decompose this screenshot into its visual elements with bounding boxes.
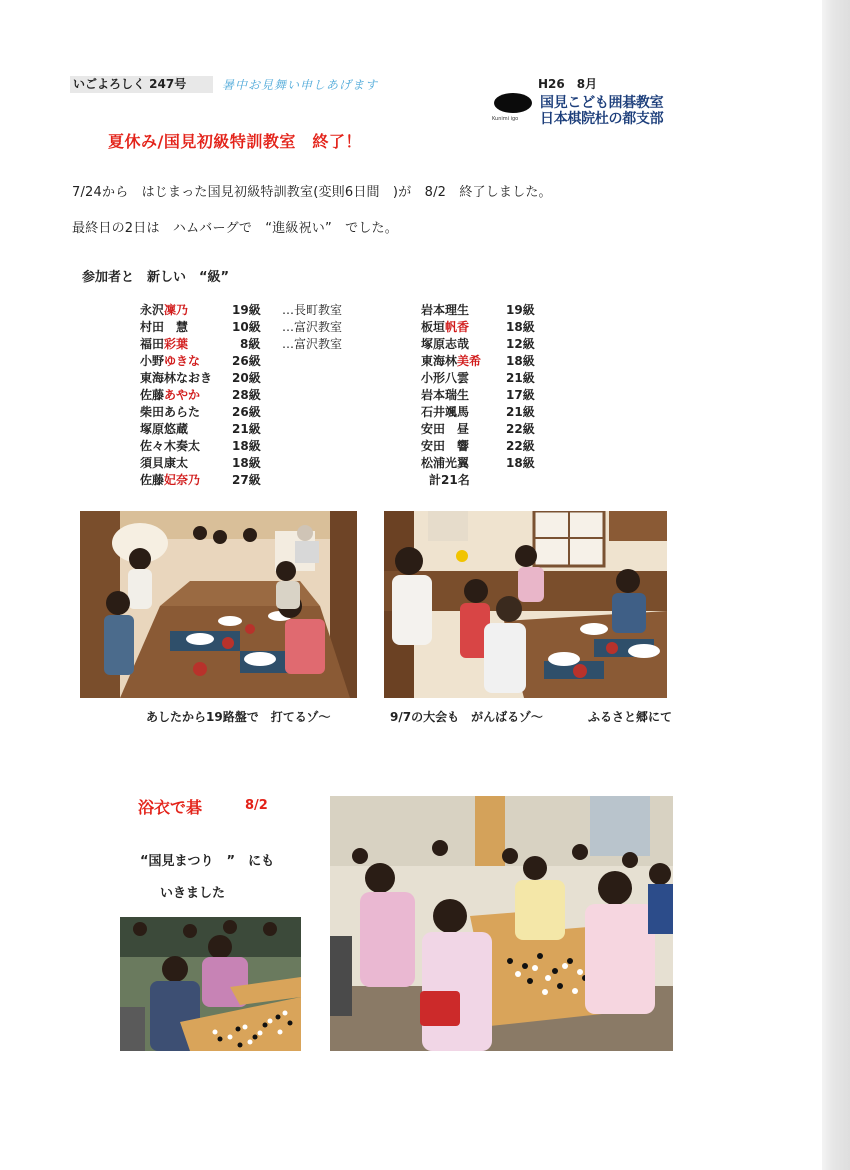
participant-name: 岩本理生	[421, 303, 470, 317]
participant-name: 板垣帆香	[421, 320, 470, 334]
participant-name: 石井颯馬	[421, 405, 470, 419]
level: 22級	[506, 439, 535, 453]
participant-name: 岩本瑞生	[421, 388, 470, 402]
level: 19級	[506, 303, 535, 317]
yukata-heading: 浴衣で碁	[138, 798, 203, 817]
level: 20級	[232, 371, 261, 385]
level: 17級	[506, 388, 535, 402]
summer-greeting: 暑中お見舞い申しあげます	[222, 78, 379, 92]
level: 18級	[506, 320, 535, 334]
level: 26級	[232, 354, 261, 368]
level: 26級	[232, 405, 261, 419]
level: 21級	[232, 422, 261, 436]
issue-label: いごよろしく 247号	[70, 76, 213, 93]
festival-text-line2: いきました	[160, 886, 226, 901]
level: 22級	[506, 422, 535, 436]
level: 18級	[506, 354, 535, 368]
participant-name: 佐々木奏太	[140, 439, 201, 453]
level: 28級	[232, 388, 261, 402]
page-edge-shadow	[822, 0, 850, 1170]
issue-date: H26 8月	[538, 77, 598, 91]
intro-paragraph-2: 最終日の2日は ハムバーグで “進級祝い” でした。	[72, 221, 398, 236]
participant-name: 塚原志哉	[421, 337, 470, 351]
level: 27級	[232, 473, 261, 487]
level: 18級	[232, 456, 261, 470]
org-name-line1: 国見こども囲碁教室	[540, 95, 664, 111]
level: 18級	[506, 456, 535, 470]
participant-name: 永沢凜乃	[140, 303, 189, 317]
photo-caption-1: あしたから19路盤で 打てるゾ～	[146, 710, 331, 724]
participant-name: 安田 昼	[421, 422, 470, 436]
page-headline: 夏休み/国見初級特訓教室 終了！	[108, 132, 362, 151]
participant-name: 松浦光翼	[421, 456, 470, 470]
level: 19級	[232, 303, 261, 317]
participant-name: 小形八雲	[421, 371, 470, 385]
participant-name: 安田 響	[421, 439, 470, 453]
participant-name: 塚原悠蔵	[140, 422, 189, 436]
classroom-note: …富沢教室	[282, 337, 343, 351]
photo-lunch-party-left	[80, 511, 357, 698]
participant-name: 須貝康太	[140, 456, 189, 470]
participant-name: 小野ゆきな	[140, 354, 201, 368]
level: 8級	[240, 337, 261, 351]
photo-caption-3: ふるさと郷にて	[588, 710, 673, 724]
photo-yukata-go-large	[330, 796, 673, 1051]
logo-caption: Kunimi igo	[492, 116, 519, 122]
participant-name: 佐藤妃奈乃	[140, 473, 201, 487]
photo-go-small	[120, 917, 301, 1051]
roster-right: 岩本理生 19級 板垣帆香 18級 塚原志哉 12級 東海林美希 18級 小形八雲 21級 岩本瑞生 17級 石井颯馬 21級 安田 昼 22級 安田 響 22級 松浦光翼 18級 計21名	[421, 303, 535, 487]
intro-paragraph-1: 7/24から はじまった国見初級特訓教室(変則6日間 )が 8/2 終了しました。	[72, 185, 552, 200]
participant-name: 村田 慧	[140, 320, 189, 334]
participant-name: 東海林なおき	[140, 371, 213, 385]
classroom-note: …長町教室	[282, 303, 343, 317]
participant-name: 柴田あらた	[140, 405, 201, 419]
participant-name: 佐藤あやか	[140, 388, 201, 402]
yukata-date: 8/2	[245, 798, 268, 813]
classroom-note: …富沢教室	[282, 320, 343, 334]
roster-heading: 参加者と 新しい “級”	[82, 270, 230, 285]
level: 21級	[506, 371, 535, 385]
participant-name: 東海林美希	[421, 354, 482, 368]
org-name-line2: 日本棋院杜の都支部	[540, 111, 664, 127]
participant-name: 福田彩葉	[140, 337, 189, 351]
level: 18級	[232, 439, 261, 453]
photo-caption-2: 9/7の大会も がんばるゾ～	[390, 710, 543, 724]
go-stone-logo-icon	[494, 93, 532, 113]
level: 10級	[232, 320, 261, 334]
roster-left	[140, 301, 400, 491]
festival-text-line1: “国見まつり ” にも	[140, 854, 275, 869]
level: 21級	[506, 405, 535, 419]
photo-lunch-party-right	[384, 511, 667, 698]
level: 12級	[506, 337, 535, 351]
